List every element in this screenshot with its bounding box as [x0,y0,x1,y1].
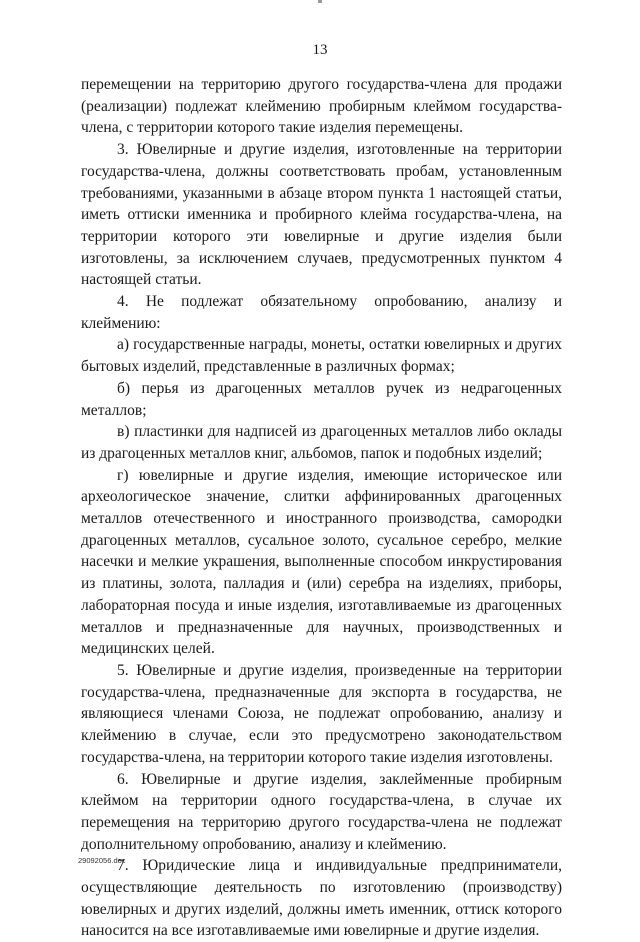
paragraph-item-5: 5. Ювелирные и другие изделия, произведенные на территории государства-члена, предназначенные для экспорта в государства, не являющиеся членами Союза, не подлежат опробованию, анализу и клеймению в случае, если это предусмотрено законодательством государства-члена, на территории которого такие изделия изготовлены. [81,661,562,766]
paragraph-item-6: 6. Ювелирные и другие изделия, заклейменные пробирным клеймом на территории одного государства-члена, в случае их перемещения на территорию другого государства-члена не подлежат дополнительному опробованию, анализу и клеймению. [81,770,562,853]
scan-mark [318,0,322,3]
page-number: 13 [312,42,328,58]
paragraph-item-7: 7. Юридические лица и индивидуальные предприниматели, осуществляющие деятельность по изготовлению (производству) ювелирных и других изделий, должны иметь именник, оттиск которого наносится на все изготавливаемые ими ювелирные и другие изделия. [81,857,562,940]
paragraph-continuation: перемещении на территорию другого государства-члена для продажи (реализации) подлежат клеймению пробирным клеймом государства-члена, с территории которого такие изделия перемещены. [81,76,562,137]
paragraph-subitem-a: а) государственные награды, монеты, остатки ювелирных и других бытовых изделий, представленные в различных формах; [81,336,562,376]
document-body [81,74,562,942]
paragraph-subitem-b: б) перья из драгоценных металлов ручек из недрагоценных металлов; [81,379,562,419]
paragraph-item-4: 4. Не подлежат обязательному опробованию, анализу и клеймению: [81,293,562,332]
paragraph-subitem-g: г) ювелирные и другие изделия, имеющие историческое или археологическое значение, слитки аффинированных драгоценных металлов отечественного и иностранного производства, самородки драгоценных металлов, сусальное золото, сусальное серебро, мелкие насечки и мелкие украшения, выполненные способом инкрустирования из платины, золота, палладия и (или) серебра на изделиях, приборы, лабораторная посуда и иные изделия, изготавливаемые из драгоценных металлов и предназначенные для научных, производственных и медицинских целей. [81,466,562,658]
paragraph-item-3: 3. Ювелирные и другие изделия, изготовленные на территории государства-члена, должны соответствовать пробам, установленным требованиями, указанными в абзаце втором пункта 1 настоящей статьи, иметь оттиски именника и пробирного клейма государства-члена, на территории которого эти ювелирные и другие изделия были изготовлены, за исключением случаев, предусмотренных пунктом 4 настоящей статьи. [81,141,562,289]
file-name-footer: 29092056.doc [78,856,126,865]
paragraph-subitem-v: в) пластинки для надписей из драгоценных металлов либо оклады из драгоценных металлов книг, альбомов, папок и подобных изделий; [81,423,562,462]
